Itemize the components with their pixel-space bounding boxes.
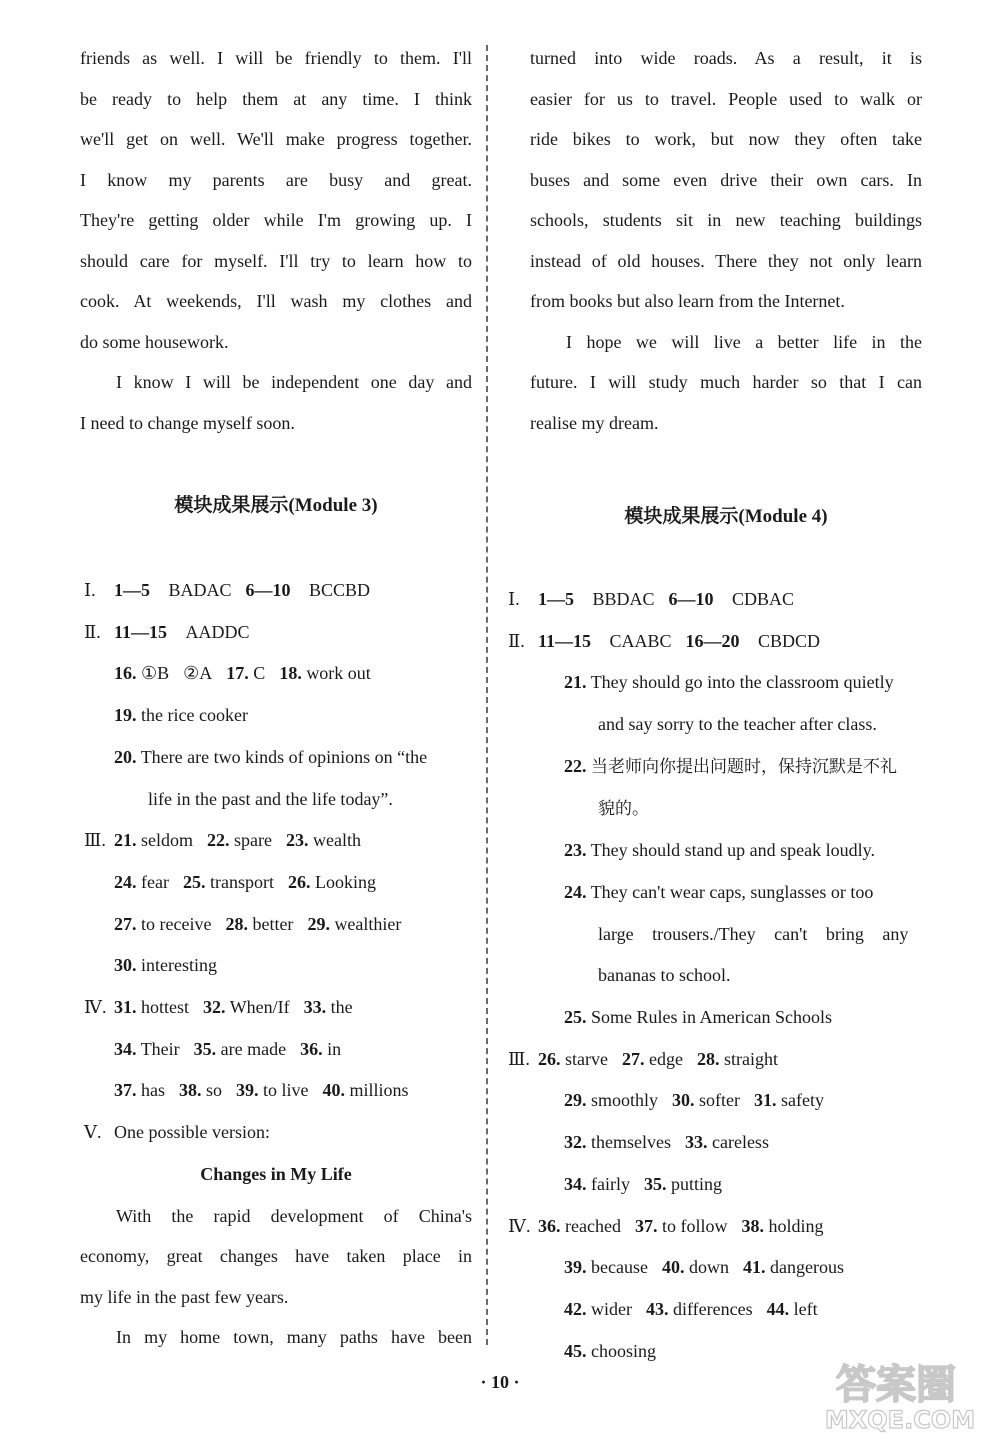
text-line: I know I will be independent one day and — [116, 372, 472, 392]
answer-line: large trousers./They can't bring any — [598, 923, 909, 944]
answer-line: 25. Some Rules in American Schools — [564, 1007, 832, 1028]
section-3: Ⅲ. 26. starve 27. edge 28. straight — [508, 1048, 778, 1069]
answer-line: bananas to school. — [598, 965, 731, 986]
answer-line: 19. the rice cooker — [114, 705, 248, 726]
section-2: Ⅱ. 11—15 CAABC 16—20 CBDCD — [508, 630, 821, 651]
section-1: Ⅰ. 1—5 BBDAC 6—10 CDBAC — [508, 589, 795, 609]
section-2: Ⅱ. 11—15 AADDC — [84, 621, 250, 642]
watermark-domain: MXQE.COM — [824, 1406, 976, 1434]
essay-body — [80, 1196, 472, 1358]
text-line: future. I will study much harder so that I can — [530, 372, 922, 392]
text-line: do some housework. — [80, 331, 229, 352]
page-number: · 10 · — [480, 1372, 520, 1392]
answer-line: 45. choosing — [564, 1340, 656, 1361]
answer-line: 20. There are two kinds of opinions on “the — [114, 746, 428, 767]
text-line: we'll get on well. We'll make progress together. — [80, 129, 472, 149]
answer-line: 37. has 38. so 39. to live 40. millions — [114, 1080, 409, 1101]
text-line: They're getting older while I'm growing up. I — [80, 210, 472, 230]
answer-line: 30. interesting — [114, 955, 217, 976]
text-line: friends as well. I will be friendly to them. I'll — [80, 48, 472, 68]
text-line: I hope we will live a better life in the — [566, 331, 922, 352]
left-closing-paragraph — [80, 362, 472, 443]
left-intro-paragraph — [80, 38, 472, 362]
text-line: instead of old houses. There they not only learn — [530, 250, 922, 271]
answer-line: and say sorry to the teacher after class. — [598, 714, 877, 735]
left-column — [80, 38, 472, 1358]
right-column — [508, 38, 922, 1372]
text-line: be ready to help them at any time. I think — [80, 88, 472, 109]
text-line: turned into wide roads. As a result, it is — [530, 48, 922, 68]
watermark-brand: 答案圈 — [836, 1362, 956, 1408]
text-line: ride bikes to work, but now they often take — [530, 129, 922, 149]
answer-line: 22. 当老师向你提出问题时，保持沉默是不礼 — [564, 755, 897, 777]
text-line: realise my dream. — [530, 412, 659, 433]
text-line: With the rapid development of China's — [116, 1205, 472, 1226]
text-line: buses and some even drive their own cars. In — [530, 169, 922, 190]
watermark-logo — [800, 1354, 1000, 1434]
text-line: schools, students sit in new teaching buildings — [530, 210, 922, 230]
section-5: Ⅴ. One possible version: — [84, 1122, 270, 1143]
text-line: I need to change myself soon. — [80, 412, 295, 433]
section-4: Ⅳ. 36. reached 37. to follow 38. holding — [508, 1215, 824, 1236]
right-closing-paragraph — [530, 322, 922, 444]
answer-line: 34. fairly 35. putting — [564, 1173, 722, 1194]
text-line: economy, great changes have taken place in — [80, 1246, 472, 1267]
module3-title: 模块成果展示(Module 3) — [174, 494, 378, 516]
answer-line: 32. themselves 33. careless — [564, 1132, 769, 1153]
text-line: easier for us to travel. People used to walk or — [530, 88, 922, 109]
module4-answers — [504, 579, 922, 1372]
right-intro-paragraph — [530, 38, 922, 322]
section-4: Ⅳ. 31. hottest 32. When/If 33. the — [84, 997, 353, 1018]
column-divider — [486, 45, 488, 1345]
text-line: my life in the past few years. — [80, 1286, 289, 1307]
text-line: should care for myself. I'll try to learn how to — [80, 250, 472, 271]
module3-answers — [80, 570, 472, 1358]
answer-line: life in the past and the life today”. — [148, 788, 393, 809]
answer-line: 16. ①B ②A 17. C 18. work out — [114, 663, 371, 684]
text-line: In my home town, many paths have been — [116, 1327, 472, 1348]
answer-line: 23. They should stand up and speak loudly. — [564, 840, 875, 861]
module4-title: 模块成果展示(Module 4) — [624, 505, 828, 527]
section-3: Ⅲ. 21. seldom 22. spare 23. wealth — [84, 830, 361, 851]
answer-line: 42. wider 43. differences 44. left — [564, 1298, 818, 1319]
answer-line: 貌的。 — [598, 798, 649, 819]
section-1: Ⅰ. 1—5 BADAC 6—10 BCCBD — [84, 580, 371, 600]
answer-line: 34. Their 35. are made 36. in — [114, 1038, 342, 1059]
text-line: from books but also learn from the Internet. — [530, 291, 845, 311]
answer-line: 27. to receive 28. better 29. wealthier — [114, 913, 402, 934]
answer-line: 39. because 40. down 41. dangerous — [564, 1257, 844, 1278]
answer-line: 29. smoothly 30. softer 31. safety — [564, 1090, 824, 1111]
essay-title: Changes in My Life — [200, 1163, 352, 1184]
text-line: cook. At weekends, I'll wash my clothes and — [80, 291, 472, 311]
answer-line: 24. They can't wear caps, sunglasses or too — [564, 881, 874, 902]
text-line: I know my parents are busy and great. — [80, 169, 472, 190]
answer-line: 21. They should go into the classroom quietly — [564, 672, 894, 693]
answer-line: 24. fear 25. transport 26. Looking — [114, 871, 376, 892]
